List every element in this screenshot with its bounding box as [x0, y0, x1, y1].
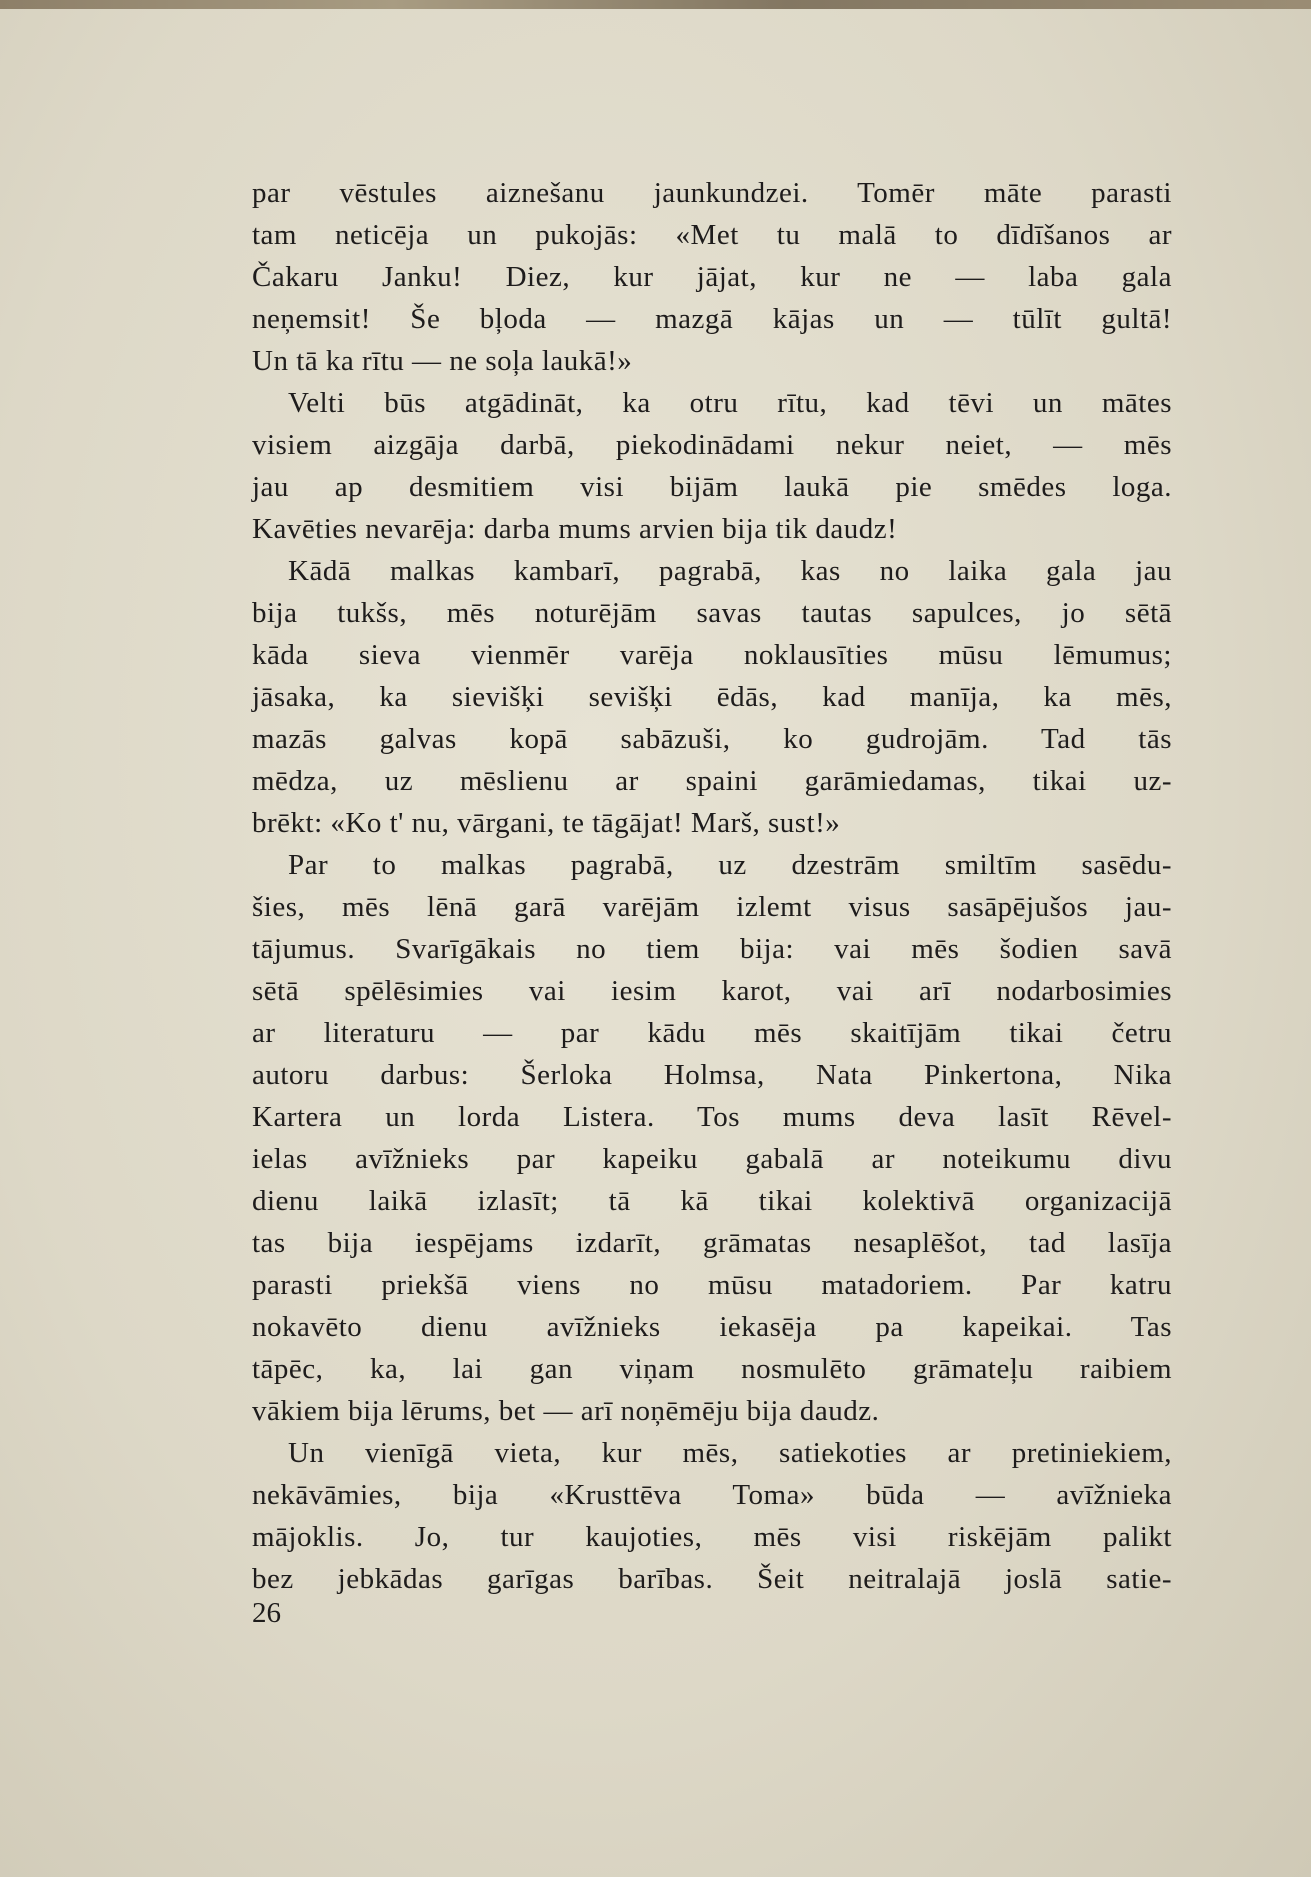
text-line: brēkt: «Ko t' nu, vārgani, te tāgājat! Marš, sust!» [252, 807, 841, 839]
text-line: mājoklis. Jo, tur kaujoties, mēs visi riskējām palikt [252, 1521, 1172, 1553]
text-line: mēdza, uz mēslienu ar spaini garāmiedamas, tikai uz- [252, 765, 1172, 797]
page-top-edge [0, 0, 1311, 9]
text-line: neņemsit! Še bļoda — mazgā kājas un — tūlīt gultā! [252, 303, 1172, 335]
text-line: visiem aizgāja darbā, piekodinādami nekur neiet, — mēs [252, 429, 1172, 461]
text-line: ar literaturu — par kādu mēs skaitījām tikai četru [252, 1017, 1172, 1049]
text-line: parasti priekšā viens no mūsu matadoriem. Par katru [252, 1269, 1172, 1301]
text-line: jāsaka, ka sievišķi sevišķi ēdās, kad manīja, ka mēs, [252, 681, 1172, 713]
text-line: vākiem bija lērums, bet — arī noņēmēju bija daudz. [252, 1395, 880, 1427]
text-line: Par to malkas pagrabā, uz dzestrām smiltīm sasēdu- [288, 849, 1172, 881]
text-line: mazās galvas kopā sabāzuši, ko gudrojām. Tad tās [252, 723, 1172, 755]
text-line: Un tā ka rītu — ne soļa laukā!» [252, 345, 633, 377]
text-line: dienu laikā izlasīt; tā kā tikai kolektivā organizacijā [252, 1185, 1172, 1217]
text-line: bija tukšs, mēs noturējām savas tautas sapulces, jo sētā [252, 597, 1172, 629]
text-line: Čakaru Janku! Diez, kur jājat, kur ne — laba gala [252, 261, 1172, 293]
text-line: tāpēc, ka, lai gan viņam nosmulēto grāmateļu raibiem [252, 1353, 1172, 1385]
text-line: nekāvāmies, bija «Krusttēva Toma» būda — avīžnieka [252, 1479, 1172, 1511]
text-line: nokavēto dienu avīžnieks iekasēja pa kapeikai. Tas [252, 1311, 1172, 1343]
body-text [252, 172, 1172, 1600]
text-line: Un vienīgā vieta, kur mēs, satiekoties ar pretiniekiem, [288, 1437, 1172, 1469]
text-line: autoru darbus: Šerloka Holmsa, Nata Pinkertona, Nika [252, 1059, 1172, 1091]
text-line: šies, mēs lēnā garā varējām izlemt visus sasāpējušos jau- [252, 891, 1172, 923]
text-line: kāda sieva vienmēr varēja noklausīties mūsu lēmumus; [252, 639, 1172, 671]
text-line: par vēstules aiznešanu jaunkundzei. Tomēr māte parasti [252, 177, 1172, 209]
text-line: Kartera un lorda Listera. Tos mums deva lasīt Rēvel- [252, 1101, 1172, 1133]
text-line: tam neticēja un pukojās: «Met tu malā to dīdīšanos ar [252, 219, 1172, 251]
text-line: Kādā malkas kambarī, pagrabā, kas no laika gala jau [288, 555, 1172, 587]
text-line: ielas avīžnieks par kapeiku gabalā ar noteikumu divu [252, 1143, 1172, 1175]
text-line: tājumus. Svarīgākais no tiem bija: vai mēs šodien savā [252, 933, 1172, 965]
text-line: bez jebkādas garīgas barības. Šeit neitralajā joslā satie- [252, 1563, 1172, 1595]
page-number: 26 [252, 1597, 281, 1629]
text-line: Velti būs atgādināt, ka otru rītu, kad tēvi un mātes [288, 387, 1172, 419]
text-line: jau ap desmitiem visi bijām laukā pie smēdes loga. [252, 471, 1172, 503]
text-line: tas bija iespējams izdarīt, grāmatas nesaplēšot, tad lasīja [252, 1227, 1172, 1259]
text-line: sētā spēlēsimies vai iesim karot, vai arī nodarbosimies [252, 975, 1172, 1007]
text-line: Kavēties nevarēja: darba mums arvien bija tik daudz! [252, 513, 898, 545]
